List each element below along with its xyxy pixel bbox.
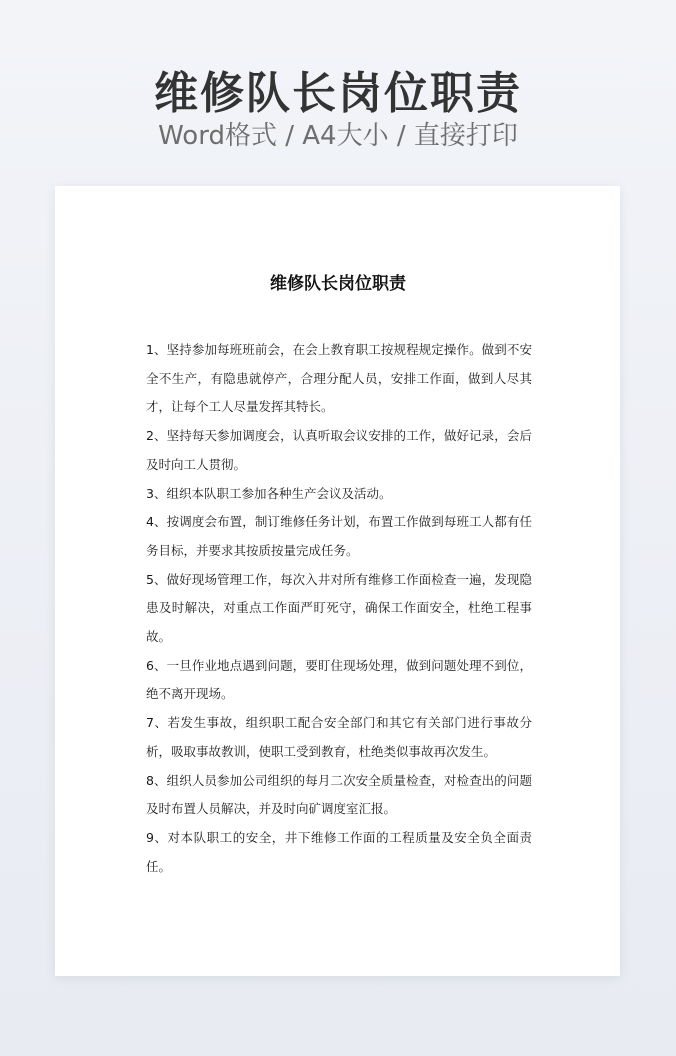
banner-title: 维修队长岗位职责 — [154, 68, 522, 119]
banner-subtitle: Word格式 / A4大小 / 直接打印 — [158, 121, 518, 151]
paragraph: 7、若发生事故，组织职工配合安全部门和其它有关部门进行事故分析，吸取事故教训，使职工受到教育，杜绝类似事故再次发生。 — [146, 715, 532, 759]
paragraph: 1、坚持参加每班班前会，在会上教育职工按规程规定操作。做到不安全不生产，有隐患就停产，合理分配人员，安排工作面，做到人尽其才，让每个工人尽量发挥其特长。 — [146, 342, 532, 415]
paragraph: 2、坚持每天参加调度会，认真听取会议安排的工作，做好记录，会后及时向工人贯彻。 — [146, 428, 532, 472]
paragraph: 4、按调度会布置，制订维修任务计划，布置工作做到每班工人都有任务目标，并要求其按质按量完成任务。 — [146, 514, 532, 558]
paragraph: 6、一旦作业地点遇到问题，要盯住现场处理，做到问题处理不到位，绝不离开现场。 — [146, 657, 532, 702]
paragraph: 3、组织本队职工参加各种生产会议及活动。 — [146, 485, 392, 501]
document-title: 维修队长岗位职责 — [270, 274, 406, 294]
paragraph: 9、对本队职工的安全，井下维修工作面的工程质量及安全负全面责任。 — [146, 829, 532, 874]
paragraph: 8、组织人员参加公司组织的每月二次安全质量检查，对检查出的问题及时布置人员解决，并及时向矿调度室汇报。 — [146, 772, 532, 817]
document-body — [146, 336, 532, 881]
paragraph: 5、做好现场管理工作，每次入井对所有维修工作面检查一遍，发现隐患及时解决，对重点工作面严盯死守，确保工作面安全，杜绝工程事故。 — [146, 571, 532, 645]
